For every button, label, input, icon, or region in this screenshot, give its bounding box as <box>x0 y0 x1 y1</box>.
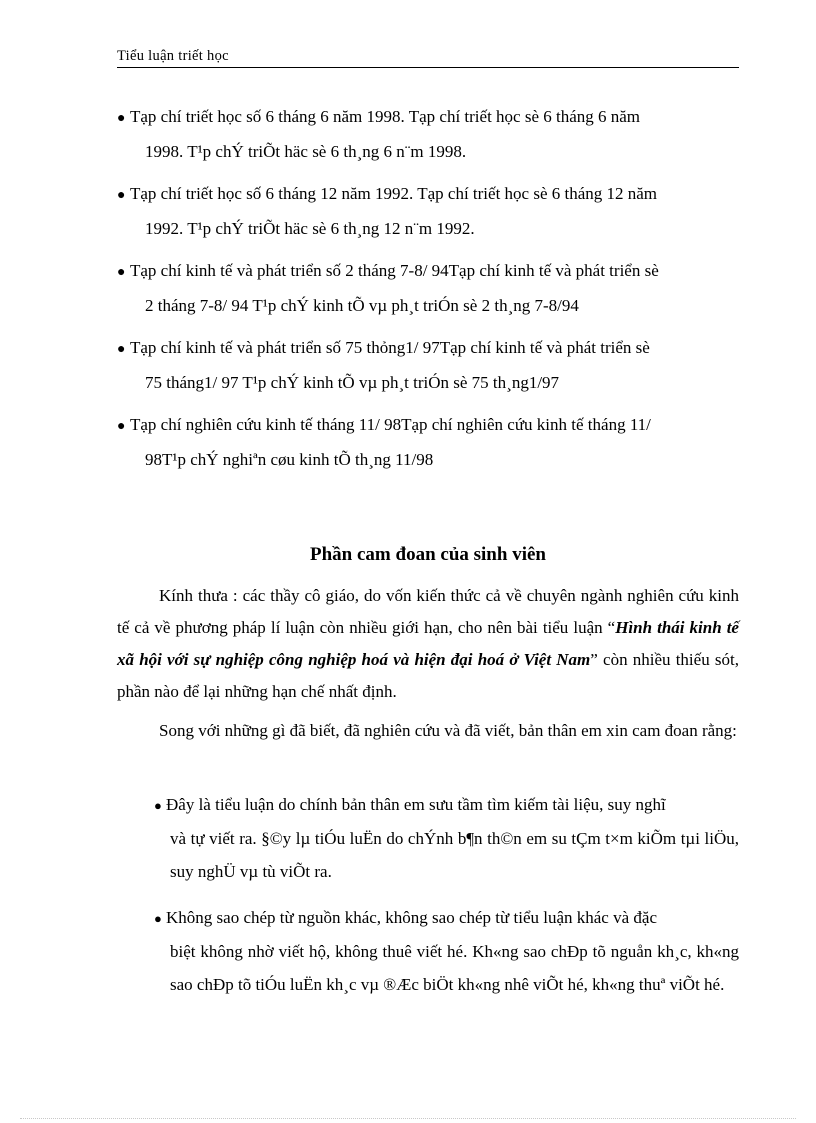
reference-line-cont: 1992. T¹p chÝ triÕt häc sè 6 th¸ng 12 n¨m 1992. <box>145 219 475 238</box>
intro-text-a: Kính thưa : các thầy cô giáo, do vốn kiến thức cả về chuyên ngành nghiên cứu kinh tế cả về phương pháp lí luận còn nhiều giới hạn, cho nên bài tiểu luận “ <box>117 586 739 637</box>
bullet-icon: ● <box>117 188 126 203</box>
commitment-item <box>154 901 739 1001</box>
reference-line-cont: 98T¹p chÝ nghiªn cøu kinh tÕ th¸ng 11/98 <box>145 450 434 469</box>
reference-line: Tạp chí triết học số 6 tháng 6 năm 1998. Tạp chí triết học sè 6 tháng 6 năm <box>130 107 641 126</box>
reference-line: Tạp chí triết học số 6 tháng 12 năm 1992. Tạp chí triết học sè 6 tháng 12 năm <box>130 184 658 203</box>
bullet-icon: ● <box>117 342 126 357</box>
reference-item <box>117 331 739 399</box>
bullet-icon: ● <box>117 419 126 434</box>
bullet-icon: ● <box>154 911 162 926</box>
page-header <box>117 48 739 68</box>
reference-line: Tạp chí kinh tế và phát triển số 2 tháng 7-8/ 94Tạp chí kinh tế và phát triển sè <box>130 261 659 280</box>
section-title: Phần cam đoan của sinh viên <box>310 544 546 565</box>
reference-line-cont: 1998. T¹p chÝ triÕt häc sè 6 th¸ng 6 n¨m 1998. <box>145 142 467 161</box>
bullet-icon: ● <box>117 111 126 126</box>
paragraph-commitment: Song với những gì đã biết, đã nghiên cứu và đã viết, bản thân em xin cam đoan rằng: <box>159 721 737 740</box>
commitment-item <box>154 788 739 888</box>
bullet-icon: ● <box>154 798 162 813</box>
page-footer-rule <box>20 1118 796 1119</box>
reference-line-cont: 75 tháng1/ 97 T¹p chÝ kinh tÕ vµ ph¸t triÓn sè 75 th¸ng1/97 <box>145 373 560 392</box>
commitment-line: Đây là tiểu luận do chính bản thân em sưu tầm tìm kiếm tài liệu, suy nghĩ <box>166 795 666 814</box>
reference-item <box>117 177 739 245</box>
reference-line: Tạp chí kinh tế và phát triển số 75 thỏng1/ 97Tạp chí kinh tế và phát triển sè <box>130 338 650 357</box>
reference-line-cont: 2 tháng 7-8/ 94 T¹p chÝ kinh tÕ vµ ph¸t triÓn sè 2 th¸ng 7-8/94 <box>145 296 579 315</box>
bullet-icon: ● <box>117 265 126 280</box>
reference-line: Tạp chí nghiên cứu kinh tế tháng 11/ 98Tạp chí nghiên cứu kinh tế tháng 11/ <box>130 415 651 434</box>
reference-item <box>117 100 739 168</box>
reference-item <box>117 408 739 476</box>
reference-list <box>117 100 739 485</box>
commitment-cont: và tự viết ra. §©y lµ tiÓu luËn do chÝnh b¶n th©n em su tÇm t×m kiÕm tµi liÖu, suy nghÜ vµ tù viÕt ra. <box>170 829 739 881</box>
paragraph-intro <box>117 580 739 708</box>
intro-text-b: ” còn nhiều thiếu sót, phần nào để lại những hạn chế nhất định. <box>117 650 739 701</box>
header-title: Tiểu luận triết học <box>117 48 229 64</box>
commitment-list <box>154 788 739 1014</box>
commitment-line: Không sao chép từ nguồn khác, không sao chép từ tiểu luận khác và đặc <box>166 908 657 927</box>
essay-title: Hình thái kinh tế xã hội với sự nghiệp công nghiệp hoá và hiện đại hoá ở Việt Nam <box>117 618 739 669</box>
commitment-cont: biệt không nhờ viết hộ, không thuê viết hé. Kh«ng sao chÐp tõ nguån kh¸c, kh«ng sao chÐp tõ tiÓu luËn kh¸c vµ ®Æc biÖt kh«ng nhê viÕt hé, kh«ng thuª viÕt hé. <box>170 942 739 994</box>
reference-item <box>117 254 739 322</box>
